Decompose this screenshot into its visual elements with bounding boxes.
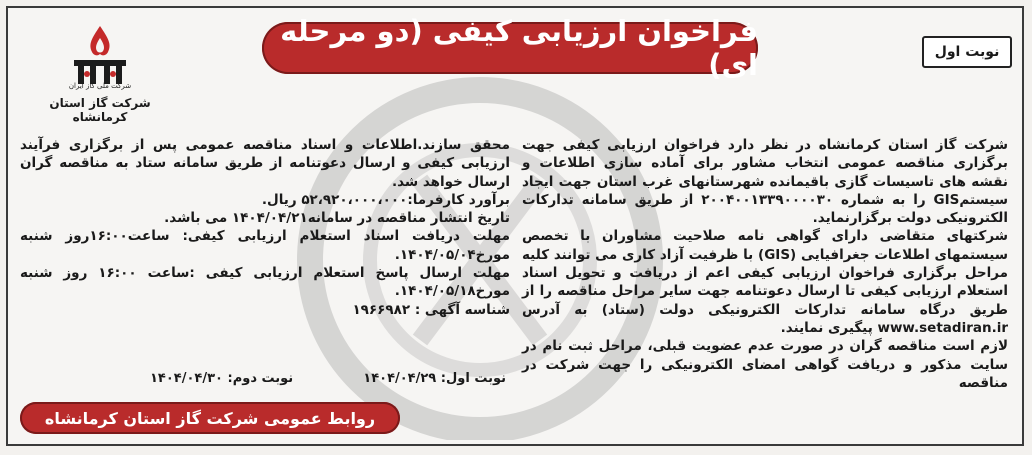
title-banner (262, 14, 758, 82)
public-relations-label: روابط عمومی شرکت گاز استان کرمانشاه (44, 408, 376, 428)
submit-deadline: مهلت ارسال پاسخ استعلام ارزیابی کیفی :ساعت ۱۶:۰۰ روز شنبه مورخ۱۴۰۴/۰۵/۱۸. (20, 265, 511, 300)
employer-estimate: برآورد کارفرما:۵۲،۹۲۰،۰۰۰،۰۰۰ ریال. (261, 191, 510, 208)
body-left-column (20, 136, 510, 319)
public-relations-banner (20, 402, 400, 434)
notice-id: شناسه آگهی : ۱۹۶۶۹۸۲ (352, 301, 510, 318)
gas-company-logo-icon (68, 24, 132, 90)
paragraph-documents: محقق سازند.اطلاعات و اسناد مناقصه عمومی پس از برگزاری فرآیند ارزیابی کیفی و ارسال دعوتنامه از طریق سامانه ستاد به مناقصه گران ارسال خواهد شد. (20, 137, 510, 190)
notice-title: فراخوان ارزیابی کیفی (دو مرحله ای) (280, 14, 758, 82)
body-right-column (522, 136, 1008, 392)
paragraph-registration: لازم است مناقصه گران در صورت عدم عضویت قبلی، مراحل ثبت نام در سایت مذکور و دریافت گواهی امضای الکترونیکی را جهت شرکت در مناقصه (522, 338, 1008, 391)
receive-deadline: مهلت دریافت اسناد استعلام ارزیابی کیفی: ساعت۱۶:۰۰روز شنبه مورخ۱۴۰۴/۰۵/۰۴. (20, 228, 510, 263)
turn-dates (150, 371, 506, 389)
turn-label: نوبت اول (934, 44, 1000, 60)
paragraph-eligibility: شرکتهای متقاضی دارای گواهی نامه صلاحیت مشاوران با تخصص سیستمهای اطلاعات جغرافیایی (GIS) با ظرفیت آزاد کاری می توانند کلیه مراحل برگزاری فراخوان ارزیابی کیفی اعم از دریافت و تحویل اسناد استعلام ارزیابی کیفی تا ارسال دعوتنامه جهت سایر مراحل مناقصه را از طریق درگاه سامانه تدارکات الکترونیکی دولت (ستاد) به آدرس www.setadiran.ir پیگیری نمایند. (522, 228, 1008, 336)
paragraph-intro: شرکت گاز استان کرمانشاه در نظر دارد فراخوان ارزیابی کیفی جهت برگزاری مناقصه عمومی انتخاب مشاور برای آماده سازی اطلاعات و نقشه های تاسیسات گازی باقیمانده شهرستانهای غرب استان جهت ایجاد سیستمGIS را به شماره ۲۰۰۴۰۰۱۳۳۹۰۰۰۰۳۰ از طریق سامانه تدارکات الکترونیکی دولت برگزارنماید. (522, 137, 1008, 227)
first-turn-date: نوبت اول: ۱۴۰۴/۰۴/۲۹ (363, 371, 506, 386)
company-name: شرکت گاز استان کرمانشاه (49, 96, 151, 124)
turn-badge (922, 36, 1012, 68)
publication-date: تاریخ انتشار مناقصه در سامانه۱۴۰۴/۰۴/۲۱ می باشد. (164, 210, 510, 227)
second-turn-date: نوبت دوم: ۱۴۰۴/۰۴/۳۰ (150, 371, 294, 386)
logo-caption: شرکت ملی گاز ایران (68, 82, 132, 90)
